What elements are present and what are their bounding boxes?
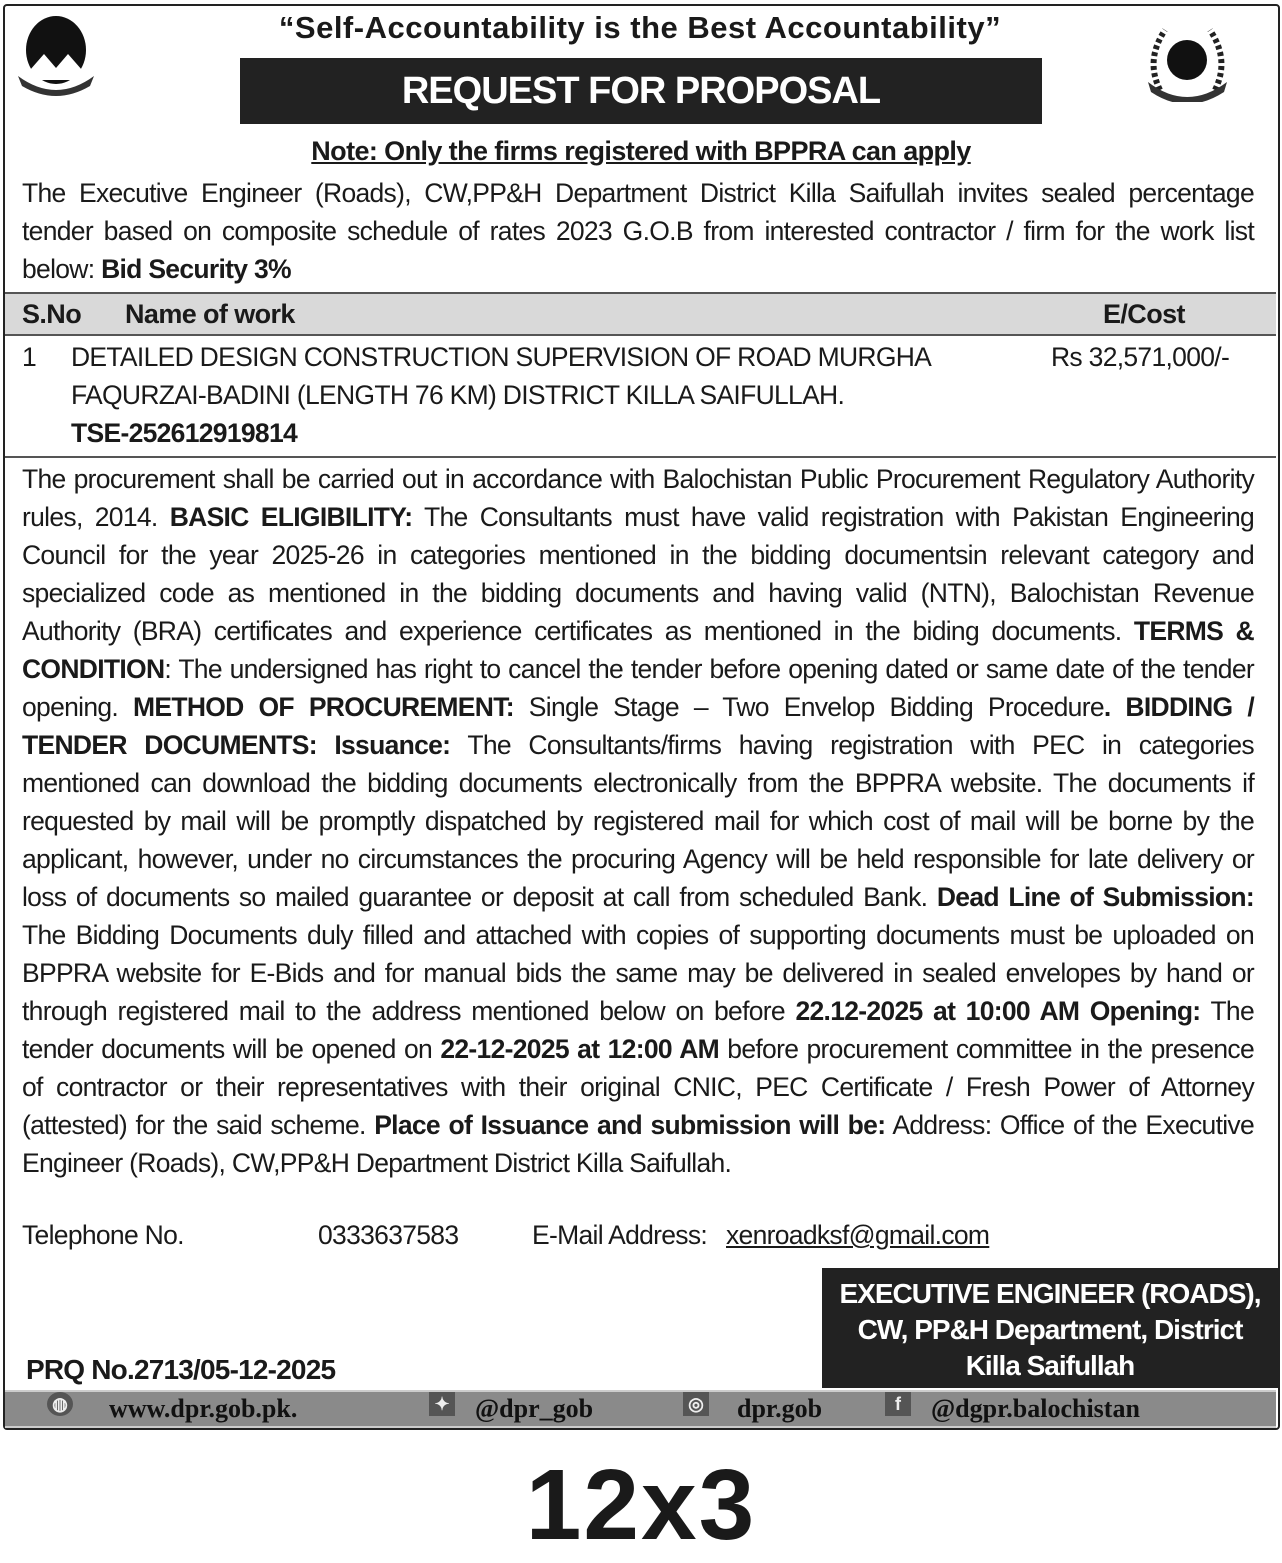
bold-text-segment: METHOD OF PROCUREMENT:	[132, 692, 514, 722]
telephone-label: Telephone No.	[22, 1220, 184, 1250]
text-segment: before procurement committee in the presence of contractor or their representatives with their original CNIC, PEC Certificate / Fresh Power of Attorney (attested) for the said scheme.	[22, 1034, 1255, 1140]
balochistan-emblem-left	[16, 14, 96, 96]
motto: “Self-Accountability is the Best Accountability”	[278, 10, 1002, 45]
bold-text-segment: TERMS & CONDITION	[22, 616, 1254, 684]
table-row	[5, 336, 1276, 458]
twitter-icon: ✦	[429, 1392, 455, 1416]
signature-line2: CW, PP&H Department, District	[857, 1314, 1243, 1345]
text-segment: The Executive Engineer (Roads), CW,PP&H Department District Killa Saifullah invites sealed percentage tender based on composite schedule of rates 2023 G.O.B from interested contractor / firm for the work list below:	[22, 178, 1254, 284]
intro-paragraph	[22, 174, 1254, 288]
body-paragraph	[22, 460, 1254, 1182]
bold-text-segment: . BIDDING / TENDER DOCUMENTS: Issuance:	[22, 692, 1254, 760]
email-link[interactable]: xenroadksf@gmail.com	[726, 1220, 990, 1250]
table-header	[5, 292, 1276, 336]
footer-facebook[interactable]: @dgpr.balochistan	[931, 1394, 1140, 1423]
row-tse: TSE-252612919814	[71, 418, 298, 448]
row-sno: 1	[22, 342, 37, 372]
row-name-line2: FAQURZAI-BADINI (LENGTH 76 KM) DISTRICT KILLA SAIFULLAH.	[71, 380, 845, 410]
header-name-of-work: Name of work	[125, 299, 295, 329]
prq-number: PRQ No.2713/05-12-2025	[26, 1354, 336, 1385]
header-cost: E/Cost	[1103, 299, 1185, 329]
email-label: E-Mail Address:	[532, 1220, 708, 1250]
bold-text-segment: Place of Issuance and submission will be:	[374, 1110, 886, 1140]
signature-line1: EXECUTIVE ENGINEER (ROADS),	[839, 1278, 1261, 1309]
text-segment: The Consultants/firms having registration with PEC in categories mentioned can download the bidding documents electronically from the BPPRA website. The documents if requested by mail will be promptly dispatched by registered mail for which cost of mail will be borne by the applicant, however, under no circumstances the procuring Agency will be held responsible for late delivery or loss of documents so mailed guarantee or deposit at call from scheduled Bank.	[22, 730, 1254, 912]
text-segment: Single Stage – Two Envelop Bidding Procedure	[513, 692, 1104, 722]
bold-text-segment: 22.12-2025 at 10:00 AM Opening:	[795, 996, 1201, 1026]
telephone-number: 0333637583	[318, 1220, 459, 1250]
text-segment: The Bidding Documents duly filled and attached with copies of supporting documents must be uploaded on BPPRA website for E-Bids and for manual bids the same may be delivered in sealed envelopes by hand or through registered mail to the address mentioned below on before	[22, 920, 1254, 1026]
text-segment: The tender documents will be opened on	[22, 996, 1255, 1064]
text-segment: The procurement shall be carried out in accordance with Balochistan Public Procurement Regulatory Authority rules, 2014.	[22, 464, 1254, 532]
bold-text-segment: 22-12-2025 at 12:00 AM	[440, 1034, 720, 1064]
ad-size-label: 12x3	[525, 1449, 757, 1561]
bold-text-segment: Bid Security 3%	[101, 254, 291, 284]
eligibility-note: Note: Only the firms registered with BPPRA can apply	[311, 136, 971, 166]
header-sno: S.No	[22, 299, 82, 329]
bold-text-segment: BASIC ELIGIBILITY:	[169, 502, 413, 532]
footer-twitter[interactable]: @dpr_gob	[475, 1394, 594, 1423]
text-segment: The Consultants must have valid registration with Pakistan Engineering Council for the year 2025-26 in categories mentioned in the bidding documentsin relevant category and specialized code as mentioned in the bidding documents and having valid (NTN), Balochistan Revenue Authority (BRA) certificates and experience certificates as mentioned in the biding documents.	[22, 502, 1255, 646]
instagram-icon: ◎	[683, 1392, 709, 1416]
row-cost: Rs 32,571,000/-	[1051, 342, 1230, 372]
bold-text-segment: Dead Line of Submission:	[936, 882, 1254, 912]
globe-icon: ◍	[47, 1392, 73, 1416]
text-segment: : The undersigned has right to cancel the tender before opening dated or same date of the tender opening.	[22, 654, 1254, 722]
signature-block	[822, 1268, 1278, 1388]
footer-website[interactable]: www.dpr.gob.pk.	[109, 1394, 298, 1423]
footer-instagram[interactable]: dpr.gob	[737, 1394, 823, 1423]
dgpr-emblem-right	[1140, 20, 1235, 102]
row-name-line1: DETAILED DESIGN CONSTRUCTION SUPERVISION OF ROAD MURGHA	[71, 342, 932, 372]
signature-line3: Killa Saifullah	[965, 1350, 1135, 1381]
facebook-icon: f	[885, 1392, 911, 1416]
text-segment: Address: Office of the Executive Engineer (Roads), CW,PP&H Department District Killa Saifullah.	[22, 1110, 1255, 1178]
footer-bar	[5, 1390, 1276, 1428]
page-title: REQUEST FOR PROPOSAL	[240, 58, 1042, 124]
